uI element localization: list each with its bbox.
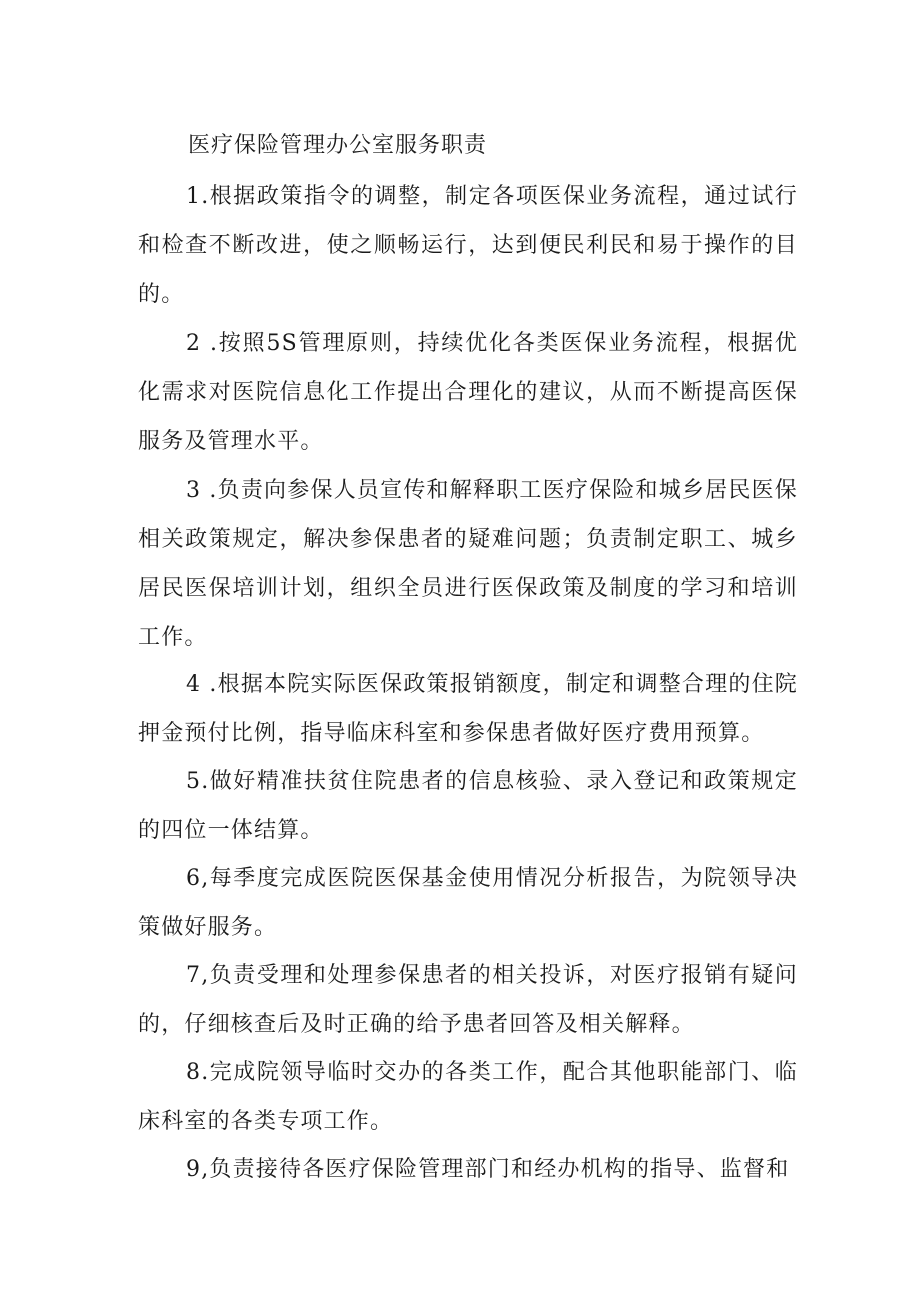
- paragraph-2: 2 .按照5S管理原则，持续优化各类医保业务流程，根据优化需求对医院信息化工作提出合理化的建议，从而不断提高医保服务及管理水平。: [138, 331, 798, 454]
- document-title: 医疗保险管理办公室服务职责: [188, 133, 488, 158]
- paragraph-5: 5.做好精准扶贫住院患者的信息核验、录入登记和政策规定的四位一体结算。: [138, 769, 798, 843]
- paragraph-6: 6,每季度完成医院医保基金使用情况分析报告，为院领导决策做好服务。: [138, 866, 798, 940]
- paragraph-7: 7,负责受理和处理参保患者的相关投诉，对医疗报销有疑问的，仔细核查后及时正确的给予患者回答及相关解释。: [138, 963, 798, 1037]
- paragraph-9: 9,负责接待各医疗保险管理部门和经办机构的指导、监督和: [186, 1157, 790, 1182]
- paragraph-8: 8.完成院领导临时交办的各类工作，配合其他职能部门、临床科室的各类专项工作。: [138, 1060, 798, 1134]
- paragraph-3: 3 .负责向参保人员宣传和解释职工医疗保险和城乡居民医保相关政策规定，解决参保患者的疑难问题；负责制定职工、城乡居民医保培训计划，组织全员进行医保政策及制度的学习和培训工作。: [138, 478, 798, 650]
- paragraph-1: 1.根据政策指令的调整，制定各项医保业务流程，通过试行和检查不断改进，使之顺畅运行，达到便民利民和易于操作的目的。: [138, 184, 798, 307]
- paragraph-4: 4 .根据本院实际医保政策报销额度，制定和调整合理的住院押金预付比例，指导临床科室和参保患者做好医疗费用预算。: [138, 672, 798, 746]
